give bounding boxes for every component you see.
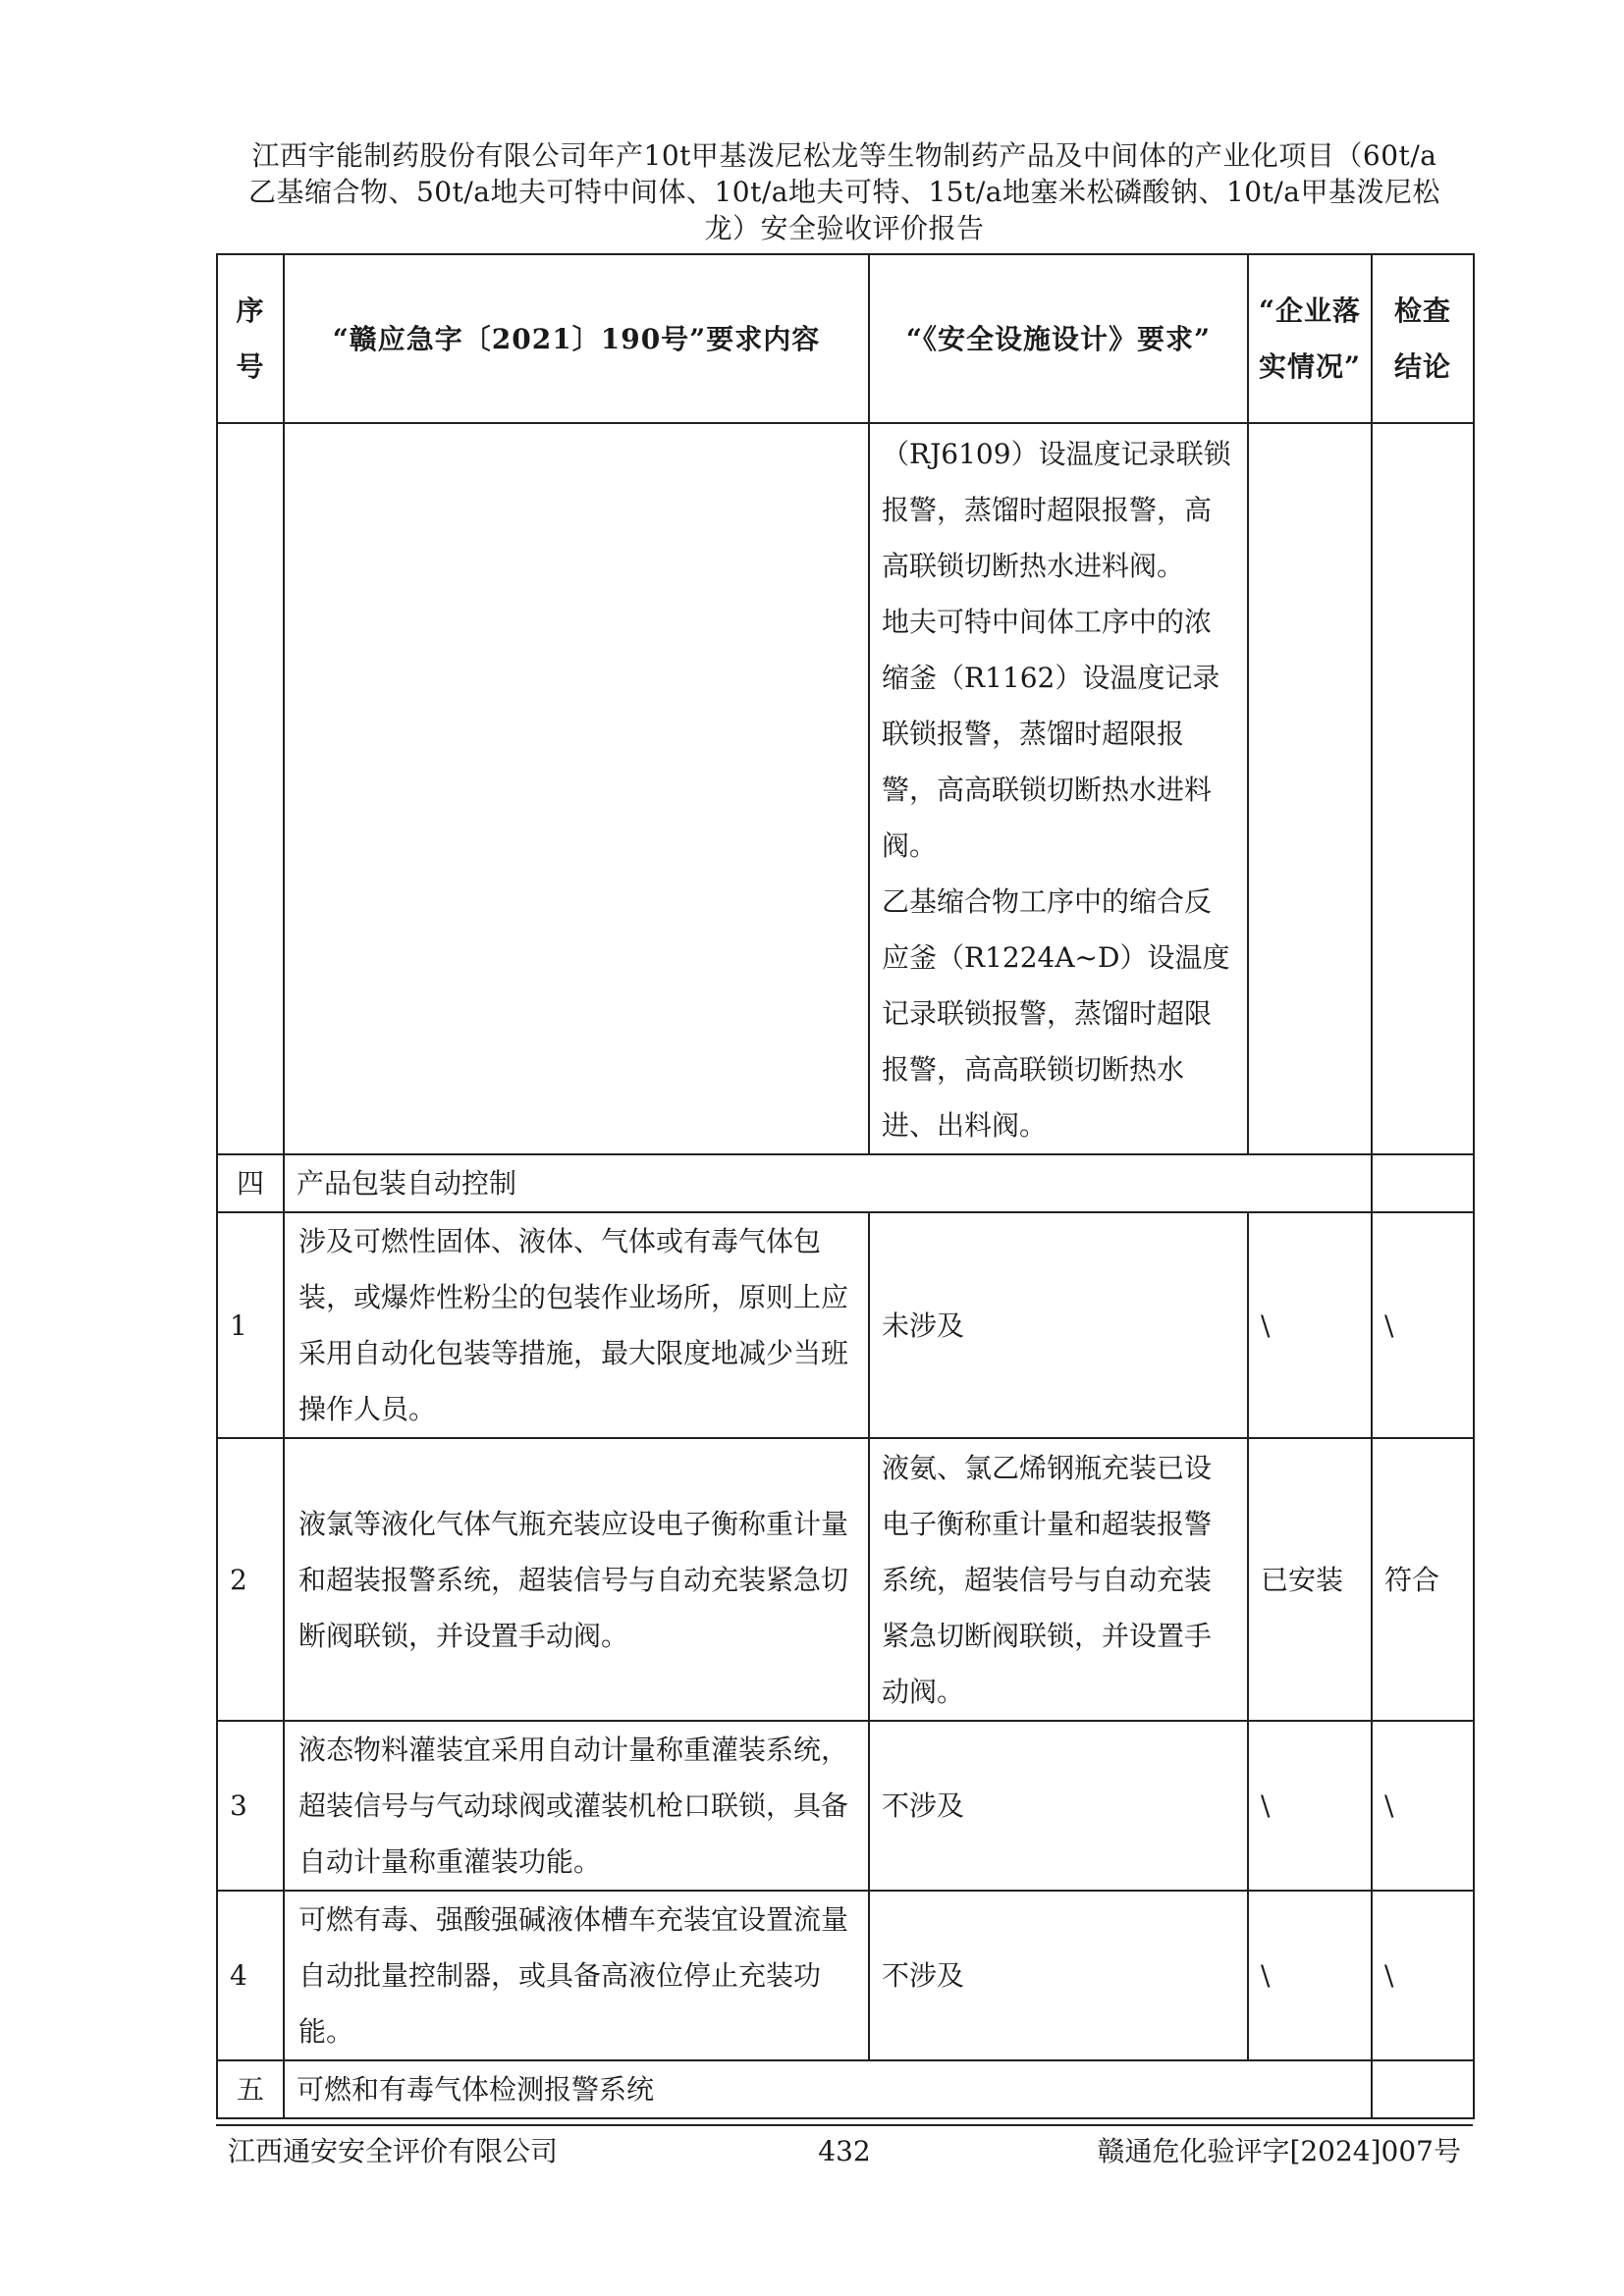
row-design: 未涉及: [869, 1212, 1248, 1438]
cell-design-continuation: [869, 423, 1248, 1154]
row-seq: 4: [217, 1891, 284, 2060]
cell-conclusion-empty: [1372, 423, 1474, 1154]
header-conclusion: 检查结论: [1372, 254, 1474, 423]
footer-company: 江西通安安全评价有限公司: [228, 2135, 559, 2167]
row-seq: 2: [217, 1438, 284, 1721]
row-conclusion: \: [1372, 1891, 1474, 2060]
header-design: “《安全设施设计》要求”: [869, 254, 1248, 423]
row-conclusion: \: [1372, 1721, 1474, 1891]
row-design: 液氨、氯乙烯钢瓶充装已设电子衡称重计量和超装报警系统，超装信号与自动充装紧急切断阀联锁，并设置手动阀。: [869, 1438, 1248, 1721]
table-row-continuation: [217, 423, 1474, 1154]
section-row-5: [217, 2060, 1474, 2118]
row-implementation: \: [1248, 1212, 1372, 1438]
footer-page-number: 432: [818, 2135, 871, 2167]
section-conclusion-empty: [1372, 1154, 1474, 1212]
cell-seq-empty: [217, 423, 284, 1154]
cell-requirement-empty: [284, 423, 869, 1154]
table-row: [217, 1721, 1474, 1891]
section-conclusion-empty: [1372, 2060, 1474, 2118]
report-header: [216, 137, 1473, 246]
row-design: 不涉及: [869, 1891, 1248, 2060]
table-row: [217, 1438, 1474, 1721]
row-implementation: 已安装: [1248, 1438, 1372, 1721]
section-seq: 五: [217, 2060, 284, 2118]
header-implementation: “企业落实情况”: [1248, 254, 1372, 423]
row-implementation: \: [1248, 1721, 1372, 1891]
page-footer: [216, 2132, 1473, 2171]
section-row-4: [217, 1154, 1474, 1212]
header-line-2: 乙基缩合物、50t/a地夫可特中间体、10t/a地夫可特、15t/a地塞米松磷酸钠、10t/a甲基泼尼松: [247, 176, 1441, 208]
footer-doc-number: 赣通危化验评字[2024]007号: [1097, 2135, 1461, 2167]
table-header-row: [217, 254, 1474, 423]
row-seq: 3: [217, 1721, 284, 1891]
section-seq: 四: [217, 1154, 284, 1212]
header-seq: 序号: [217, 254, 284, 423]
row-seq: 1: [217, 1212, 284, 1438]
row-requirement: 可燃有毒、强酸强碱液体槽车充装宜设置流量自动批量控制器，或具备高液位停止充装功能。: [284, 1891, 869, 2060]
design-paragraph-3: 乙基缩合物工序中的缩合反应釜（R1224A~D）设温度记录联锁报警，蒸馏时超限报警，高高联锁切断热水进、出料阀。: [882, 885, 1230, 1142]
inspection-table: [216, 253, 1475, 2119]
design-paragraph-1: （RJ6109）设温度记录联锁报警，蒸馏时超限报警，高高联锁切断热水进料阀。: [882, 438, 1231, 582]
row-design: 不涉及: [869, 1721, 1248, 1891]
row-requirement: 液态物料灌装宜采用自动计量称重灌装系统，超装信号与气动球阀或灌装机枪口联锁，具备自动计量称重灌装功能。: [284, 1721, 869, 1891]
row-conclusion: 符合: [1372, 1438, 1474, 1721]
table-row: [217, 1212, 1474, 1438]
row-implementation: \: [1248, 1891, 1372, 2060]
section-title: 可燃和有毒气体检测报警系统: [284, 2060, 1372, 2118]
design-paragraph-2: 地夫可特中间体工序中的浓缩釜（R1162）设温度记录联锁报警，蒸馏时超限报警，高高联锁切断热水进料阀。: [882, 606, 1220, 862]
header-line-3: 龙）安全验收评价报告: [704, 212, 985, 244]
row-conclusion: \: [1372, 1212, 1474, 1438]
section-title: 产品包装自动控制: [284, 1154, 1372, 1212]
row-requirement: 涉及可燃性固体、液体、气体或有毒气体包装，或爆炸性粉尘的包装作业场所，原则上应采用自动化包装等措施，最大限度地减少当班操作人员。: [284, 1212, 869, 1438]
row-requirement: 液氯等液化气体气瓶充装应设电子衡称重计量和超装报警系统，超装信号与自动充装紧急切断阀联锁，并设置手动阀。: [284, 1438, 869, 1721]
header-line-1: 江西宇能制药股份有限公司年产10t甲基泼尼松龙等生物制药产品及中间体的产业化项目（60t/a: [251, 139, 1437, 172]
footer-divider: [216, 2124, 1473, 2126]
cell-implementation-empty: [1248, 423, 1372, 1154]
header-requirement: “赣应急字〔2021〕190号”要求内容: [284, 254, 869, 423]
table-row: [217, 1891, 1474, 2060]
